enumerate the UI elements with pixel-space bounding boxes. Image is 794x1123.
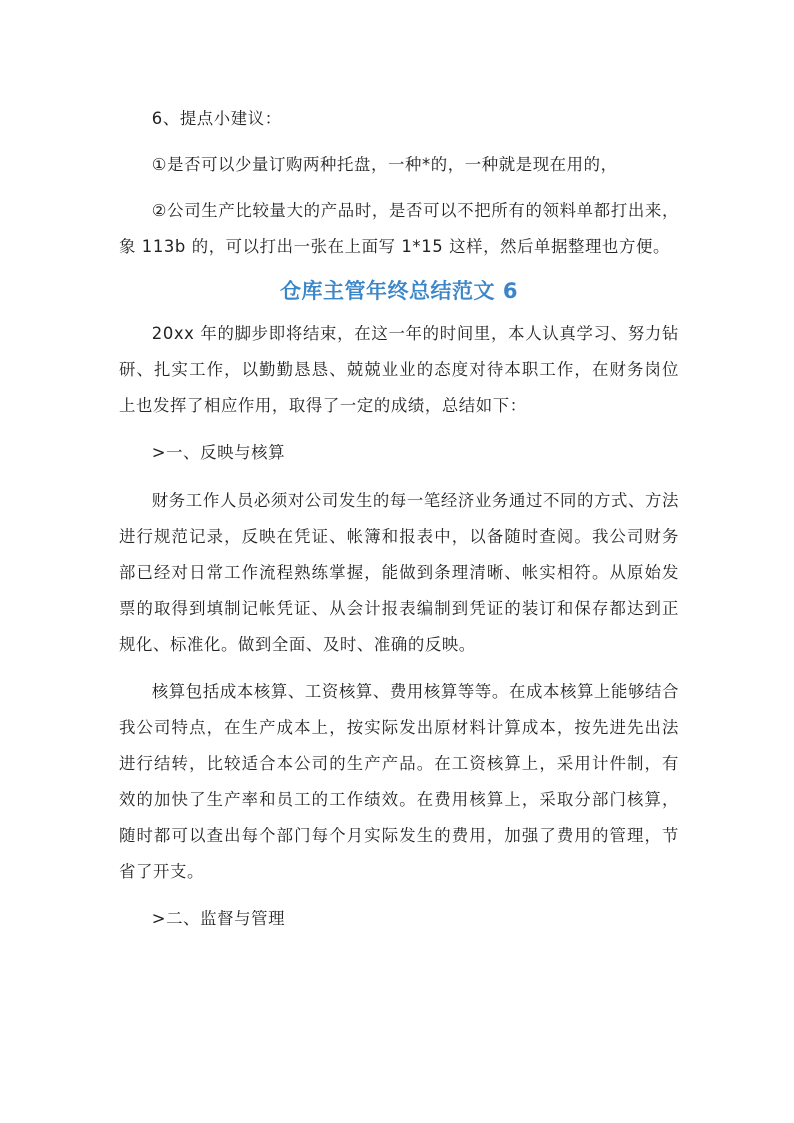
paragraph-accounting: 核算包括成本核算、工资核算、费用核算等等。在成本核算上能够结合我公司特点，在生产成本上，按实际发出原材料计算成本，按先进先出法进行结转，比较适合本公司的生产产品。在工资核算上，采用计件制，有效的加快了生产率和员工的工作绩效。在费用核算上，采取分部门核算，随时都可以查出每个部门每个月实际发生的费用，加强了费用的管理，节省了开支。 <box>119 682 679 881</box>
suggestion-heading: 6、提点小建议： <box>151 109 282 128</box>
intro-paragraph: 20xx 年的脚步即将结束，在这一年的时间里，本人认真学习、努力钻研、扎实工作，以勤勤恳恳、兢兢业业的态度对待本职工作，在财务岗位上也发挥了相应作用，取得了一定的成绩，总结如下： <box>119 324 679 415</box>
subheading-reflection-accounting: >一、反映与核算 <box>151 443 286 462</box>
suggestion-item-1: ①是否可以少量订购两种托盘，一种*的，一种就是现在用的， <box>151 155 618 174</box>
subheading-supervision-management: >二、监督与管理 <box>151 909 286 928</box>
section-title: 仓库主管年终总结范文 6 <box>280 279 518 303</box>
paragraph-reflection: 财务工作人员必须对公司发生的每一笔经济业务通过不同的方式、方法进行规范记录，反映在凭证、帐簿和报表中，以备随时查阅。我公司财务部已经对日常工作流程熟练掌握，能做到条理清晰、帐实相符。从原始发票的取得到填制记帐凭证、从会计报表编制到凭证的装订和保存都达到正规化、标准化。做到全面、及时、准确的反映。 <box>119 491 679 654</box>
document-body <box>119 101 679 949</box>
suggestion-item-2: ②公司生产比较量大的产品时，是否可以不把所有的领料单都打出来，象 113b 的，可以打出一张在上面写 1*15 这样，然后单据整理也方便。 <box>119 201 679 256</box>
